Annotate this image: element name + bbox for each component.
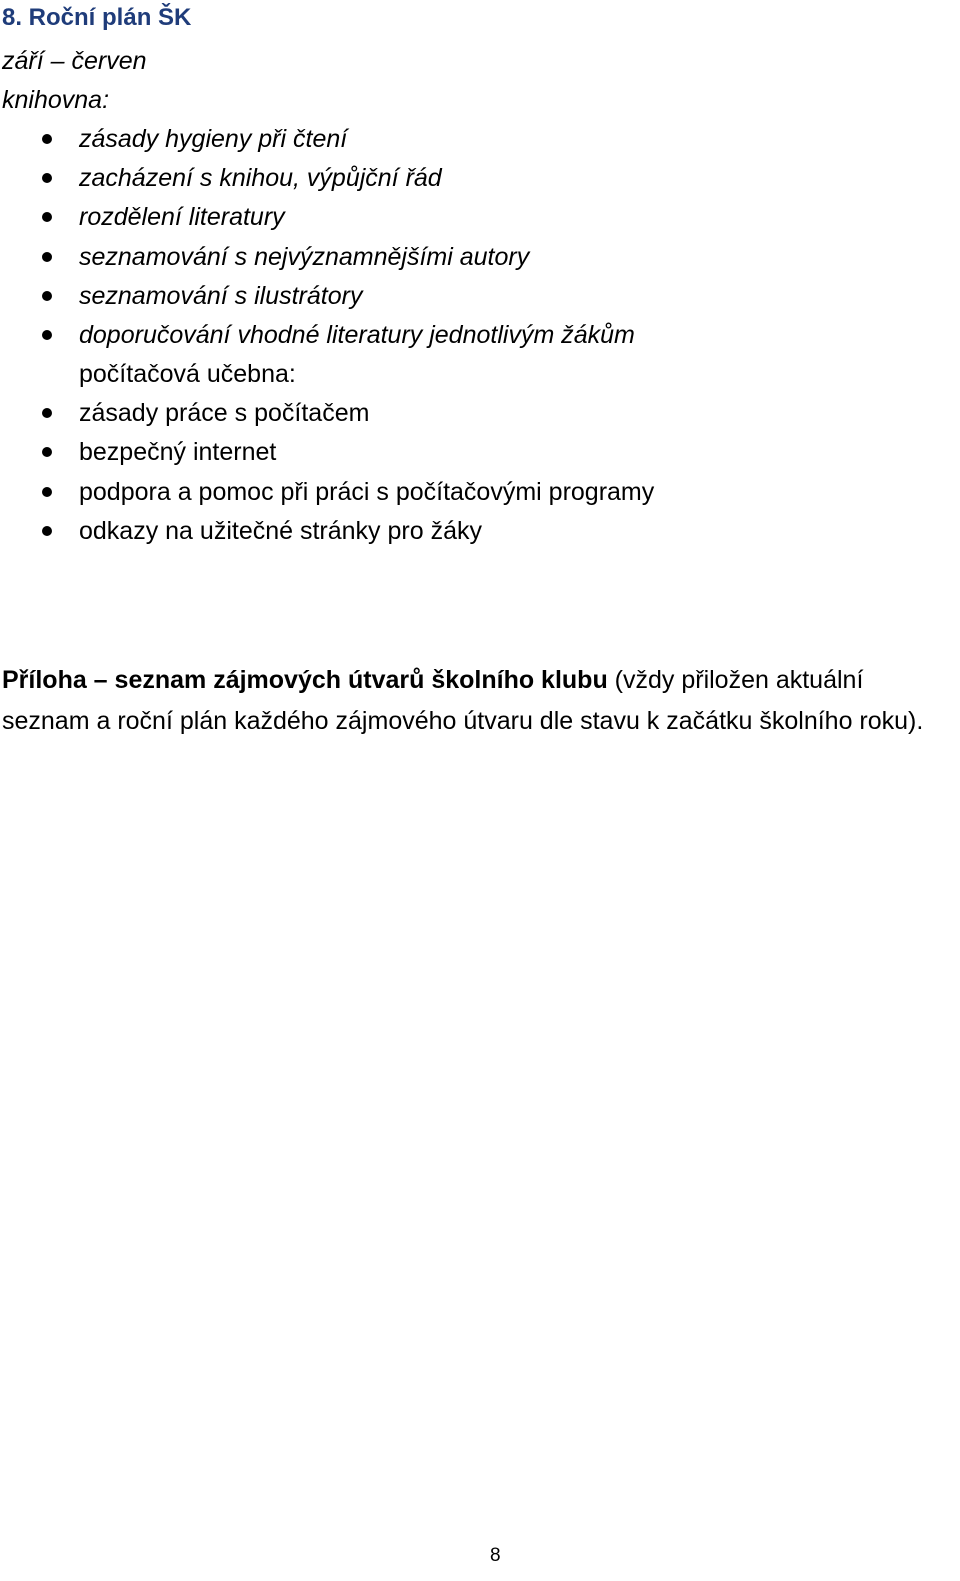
bullet-icon bbox=[42, 330, 52, 340]
period-text: září – červen bbox=[2, 47, 147, 75]
list-item-text: seznamování s nejvýznamnějšími autory bbox=[79, 243, 530, 271]
bullet-icon bbox=[42, 291, 52, 301]
bullet-icon bbox=[42, 526, 52, 536]
list-item-text: odkazy na užitečné stránky pro žáky bbox=[79, 517, 482, 545]
list-item-text: zásady hygieny při čtení bbox=[79, 125, 348, 153]
appendix-text: (vždy přiložen aktuální seznam a roční plán každého zájmového útvaru dle stavu k začátku školního roku). bbox=[2, 666, 924, 735]
computer-room-label: počítačová učebna: bbox=[79, 360, 296, 388]
bullet-icon bbox=[42, 134, 52, 144]
library-label: knihovna: bbox=[2, 86, 110, 114]
list-item bbox=[0, 278, 940, 314]
list-item-text: zásady práce s počítačem bbox=[79, 399, 370, 427]
list-item-text: bezpečný internet bbox=[79, 438, 277, 466]
bullet-icon bbox=[42, 212, 52, 222]
list-item bbox=[0, 239, 940, 275]
list-item bbox=[0, 395, 940, 431]
bullet-icon bbox=[42, 487, 52, 497]
list-item bbox=[0, 513, 940, 549]
list-item bbox=[0, 160, 940, 196]
list-item-text: doporučování vhodné literatury jednotlivým žákům bbox=[79, 321, 635, 349]
bullet-icon bbox=[42, 173, 52, 183]
bullet-icon bbox=[42, 408, 52, 418]
bullet-icon bbox=[42, 252, 52, 262]
list-item bbox=[0, 317, 940, 353]
page-number: 8 bbox=[490, 1545, 501, 1566]
bullet-icon bbox=[42, 447, 52, 457]
appendix-paragraph bbox=[2, 660, 957, 742]
list-item-text: podpora a pomoc při práci s počítačovými programy bbox=[79, 478, 655, 506]
section-title: 8. Roční plán ŠK bbox=[2, 4, 192, 31]
list-item bbox=[0, 434, 940, 470]
list-item-text: seznamování s ilustrátory bbox=[79, 282, 363, 310]
list-item-text: rozdělení literatury bbox=[79, 203, 285, 231]
appendix-heading: Příloha – seznam zájmových útvarů školního klubu bbox=[2, 666, 608, 694]
list-item-text: zacházení s knihou, výpůjční řád bbox=[79, 164, 442, 192]
list-item bbox=[0, 199, 940, 235]
list-item bbox=[0, 121, 940, 157]
list-item bbox=[0, 474, 940, 510]
